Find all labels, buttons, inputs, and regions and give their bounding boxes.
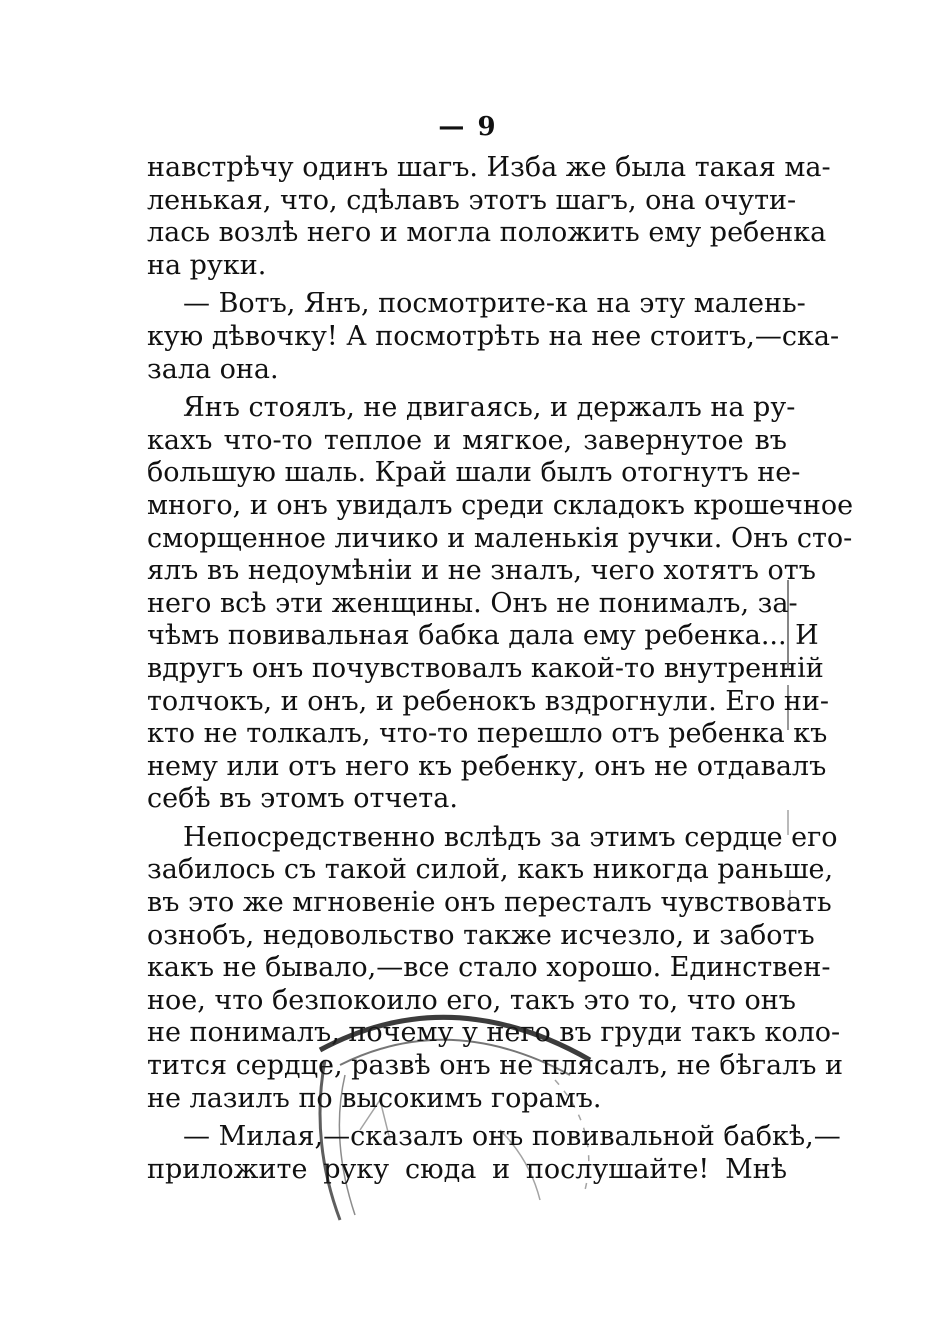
text-line: зала она. [147, 353, 279, 385]
text-line: чѣмъ повивальная бабка дала ему ребенка... И [147, 620, 819, 652]
page-number: — 9 [438, 112, 498, 142]
paragraph [147, 392, 854, 816]
text-line: приложите руку сюда и послушайте! Мнѣ [147, 1153, 787, 1185]
text-line: ялъ въ недоумѣніи и не зналъ, чего хотятъ отъ [147, 555, 816, 587]
text-line: него всѣ эти женщины. Онъ не понималъ, за- [147, 587, 798, 619]
text-line: ознобъ, недовольство также исчезло, и заботъ [147, 919, 815, 951]
text-line: тится сердце, развѣ онъ не плясалъ, не бѣгалъ и [147, 1050, 844, 1082]
text-line: забилось съ такой силой, какъ никогда раньше, [147, 854, 834, 886]
text-line: какъ не бывало,—все стало хорошо. Единствен- [147, 952, 831, 984]
text-line: навстрѣчу одинъ шагъ. Изба же была такая ма- [147, 152, 831, 183]
text-line: Непосредственно вслѣдъ за этимъ сердце его [183, 821, 838, 853]
text-line: ное, что безпокоило его, такъ это то, что онъ [147, 984, 796, 1016]
text-line: — Вотъ, Янъ, посмотрите-ка на эту малень- [183, 288, 806, 320]
text-line: толчокъ, и онъ, и ребенокъ вздрогнули. Его ни- [147, 685, 830, 717]
body-text [147, 152, 854, 1186]
text-line: много, и онъ увидалъ среди складокъ крошечное [147, 489, 854, 521]
text-line: лась возлѣ него и могла положить ему ребенка [147, 217, 827, 249]
paragraph [147, 1121, 841, 1186]
text-line: себѣ въ этомъ отчета. [147, 783, 458, 815]
text-line: Янъ стоялъ, не двигаясь, и держалъ на ру- [183, 392, 796, 424]
text-line: ленькая, что, сдѣлавъ этотъ шагъ, она очути- [147, 184, 797, 216]
text-line: большую шаль. Край шали былъ отогнутъ не- [147, 457, 801, 489]
paragraph [147, 288, 840, 386]
paragraph [147, 821, 844, 1115]
text-line: вдругъ онъ почувствовалъ какой-то внутренній [147, 652, 824, 684]
text-line: кахъ что-то теплое и мягкое, завернутое въ [147, 424, 787, 456]
text-line: въ это же мгновеніе онъ пересталъ чувствовать [147, 887, 832, 919]
text-line: на руки. [147, 249, 267, 281]
text-line: нему или отъ него къ ребенку, онъ не отдавалъ [147, 750, 827, 782]
text-line: кто не толкалъ, что-то перешло отъ ребенка къ [147, 718, 828, 750]
text-line: не понималъ, почему у него въ груди такъ коло- [147, 1017, 841, 1049]
text-line: кую дѣвочку! А посмотрѣть на нее стоитъ,—ска- [147, 320, 840, 352]
text-line: не лазилъ по высокимъ горамъ. [147, 1082, 602, 1114]
text-line: — Милая,—сказалъ онъ повивальной бабкѣ,— [183, 1121, 841, 1153]
text-line: сморщенное личико и маленькія ручки. Онъ сто- [147, 522, 853, 554]
paragraph [147, 152, 831, 282]
